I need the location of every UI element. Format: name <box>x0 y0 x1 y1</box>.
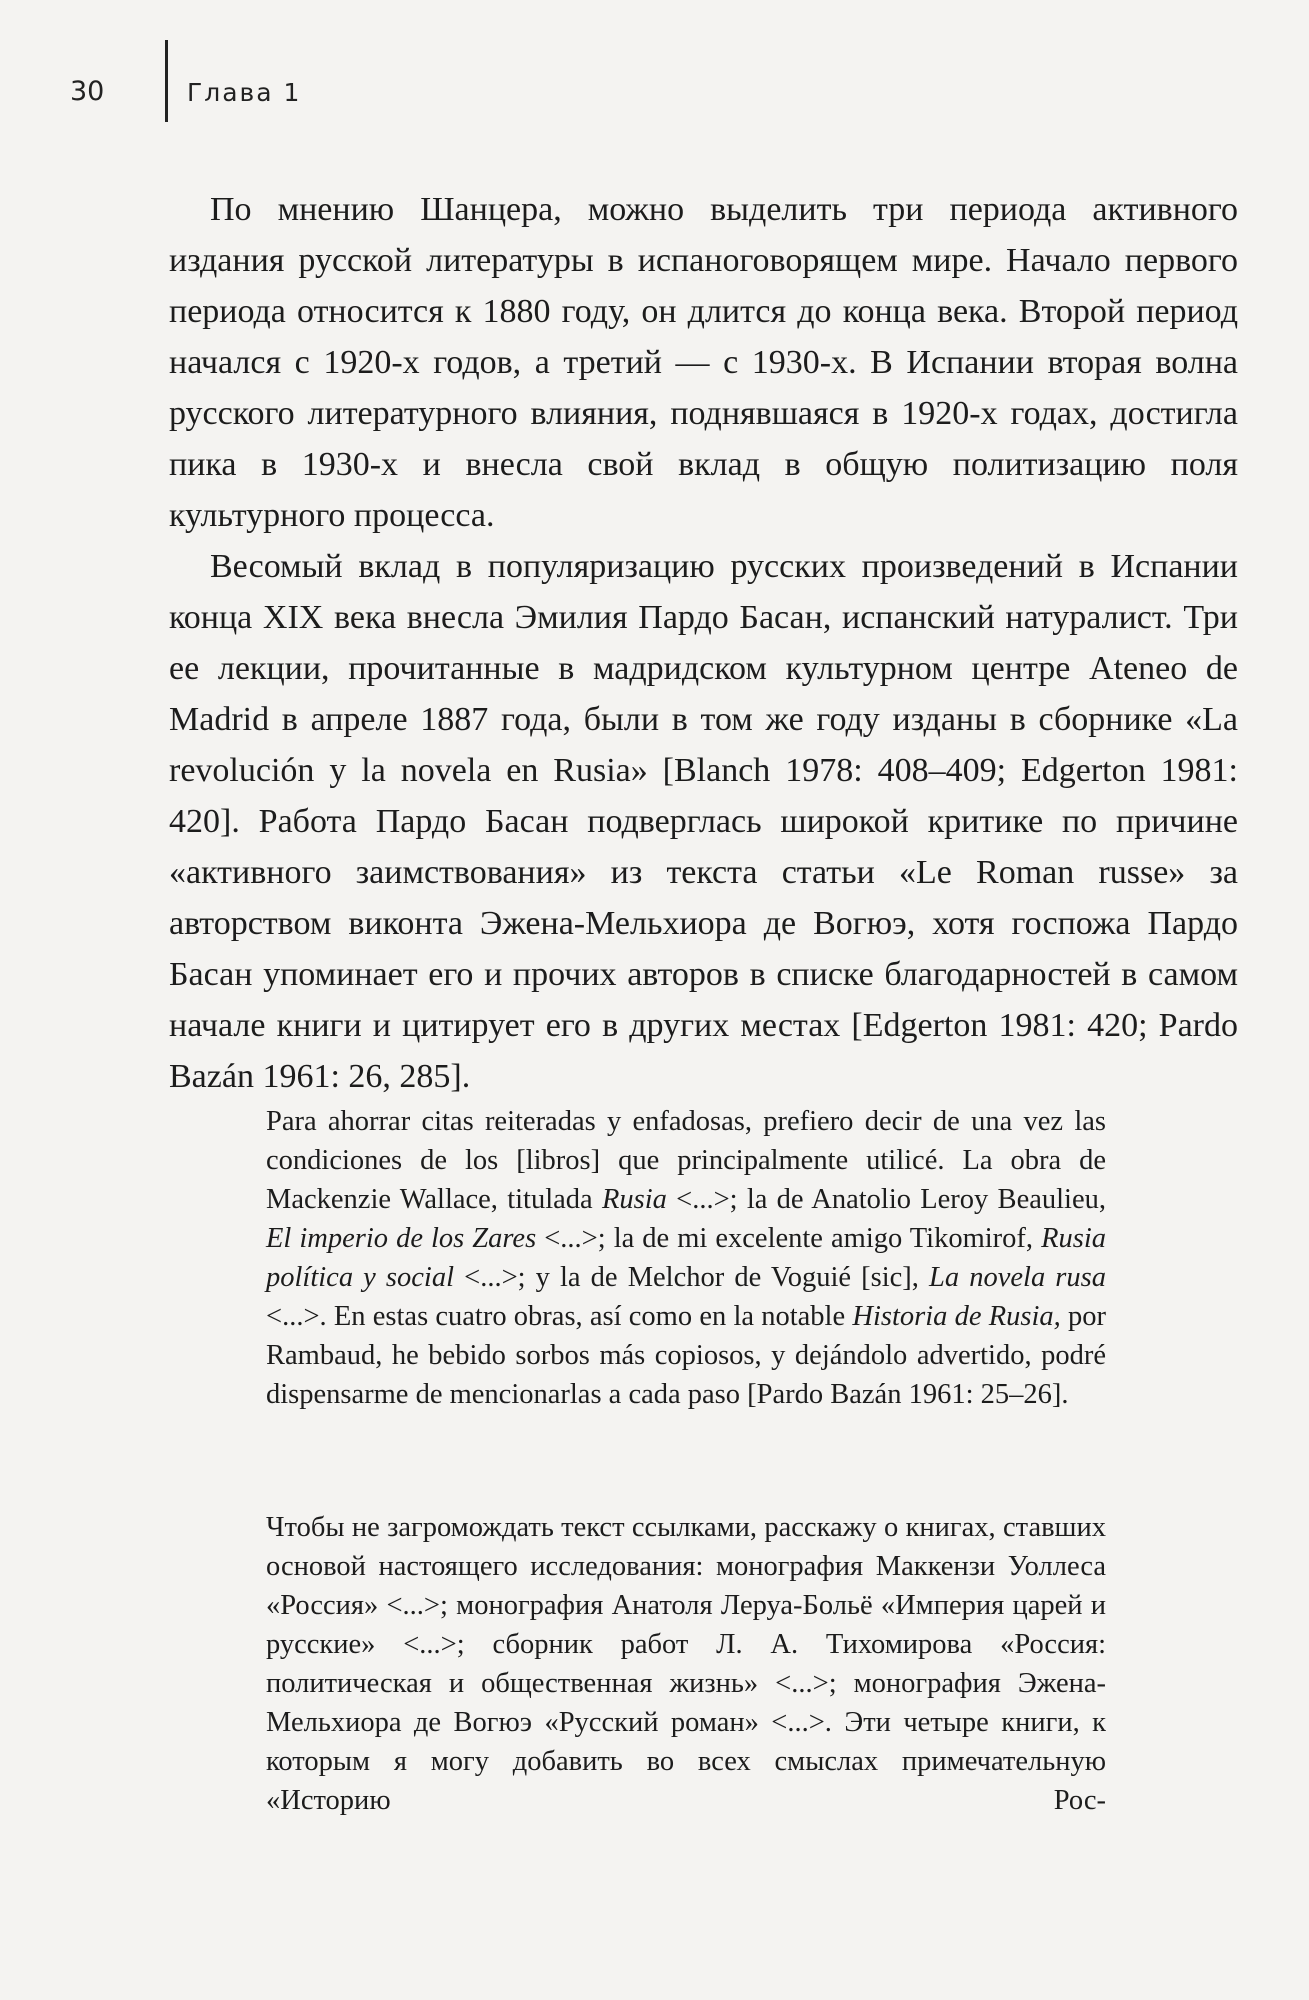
running-header <box>0 0 1309 140</box>
body-paragraph: Весомый вклад в популяризацию русских произведений в Испании конца XIX века внесла Эмилия Пардо Басан, испанский натуралист. Три ее лекции, прочитанные в мадридском культурном центре Ateneo de Madrid в апреле 1887 года, были в том же году изданы в сборнике «La revolución y la novela en Rusia» [Blanch 1978: 408–409; Edgerton 1981: 420]. Работа Пардо Басан подверглась широкой критике по причине «активного заимствования» из текста статьи «Le Roman russe» за авторством виконта Эжена-Мельхиора де Вогюэ, хотя госпожа Пардо Басан упоминает его и прочих авторов в списке благодарностей в самом начале книги и цитирует его в других местах [Edgerton 1981: 420; Pardo Bazán 1961: 26, 285]. <box>169 548 1238 1095</box>
book-title: Historia de Rusia, <box>852 1301 1061 1332</box>
book-title: Rusia política y social <box>266 1223 1106 1293</box>
main-text <box>169 184 1238 1102</box>
quote-paragraph: Чтобы не загромождать текст ссылками, расскажу о книгах, ставших основой настоящего исследования: монография Маккензи Уоллеса «Россия» <...>; монография Анатоля Леруа-Больё «Империя царей и русские» <...>; сборник работ Л. А. Тихомирова «Россия: политическая и общественная жизнь» <...>; монография Эжена-Мельхиора де Вогюэ «Русский роман» <...>. Эти четыре книги, к которым я могу добавить во всех смыслах примечательную «Историю Рос- <box>266 1512 1106 1816</box>
block-quote-russian <box>266 1508 1106 1820</box>
quote-text: <...>; la de Anatolio Leroy Beaulieu, <box>666 1184 1106 1215</box>
body-paragraph: По мнению Шанцера, можно выделить три периода активного издания русской литературы в испаноговорящем мире. Начало первого периода относится к 1880 году, он длится до конца века. Второй период начался с 1920-х годов, а третий — с 1930-х. В Испании вторая волна русского литературного влияния, поднявшаяся в 1920-х годах, достигла пика в 1930-х и внесла свой вклад в общую политизацию поля культурного процесса. <box>169 191 1238 534</box>
quote-text: por Rambaud, he bebido sorbos más copiosos, y dejándolo advertido, podré dispensarme de mencionarlas a cada paso [Pardo Bazán 1961: 25–26]. <box>266 1301 1106 1410</box>
book-title: El imperio de los Zares <box>266 1223 537 1254</box>
quote-text: <...>; y la de Melchor de Voguié [sic], <box>454 1262 930 1293</box>
quote-text: Para ahorrar citas reiteradas y enfadosas, prefiero decir de una vez las condiciones de los [libros] que principalmente utilicé. La obra de Mackenzie Wallace, titulada <box>266 1106 1106 1215</box>
quote-text: <...>. En estas cuatro obras, así como en la notable <box>266 1301 853 1332</box>
page-number: 30 <box>70 76 105 107</box>
book-title: Rusia <box>601 1184 667 1215</box>
header-divider <box>165 40 168 122</box>
book-title: La novela rusa <box>929 1262 1106 1293</box>
block-quote-spanish <box>266 1102 1106 1414</box>
chapter-title: Глава 1 <box>187 78 302 107</box>
quote-text: <...>; la de mi excelente amigo Tikomirof, <box>536 1223 1042 1254</box>
quote-paragraph <box>266 1102 1106 1414</box>
